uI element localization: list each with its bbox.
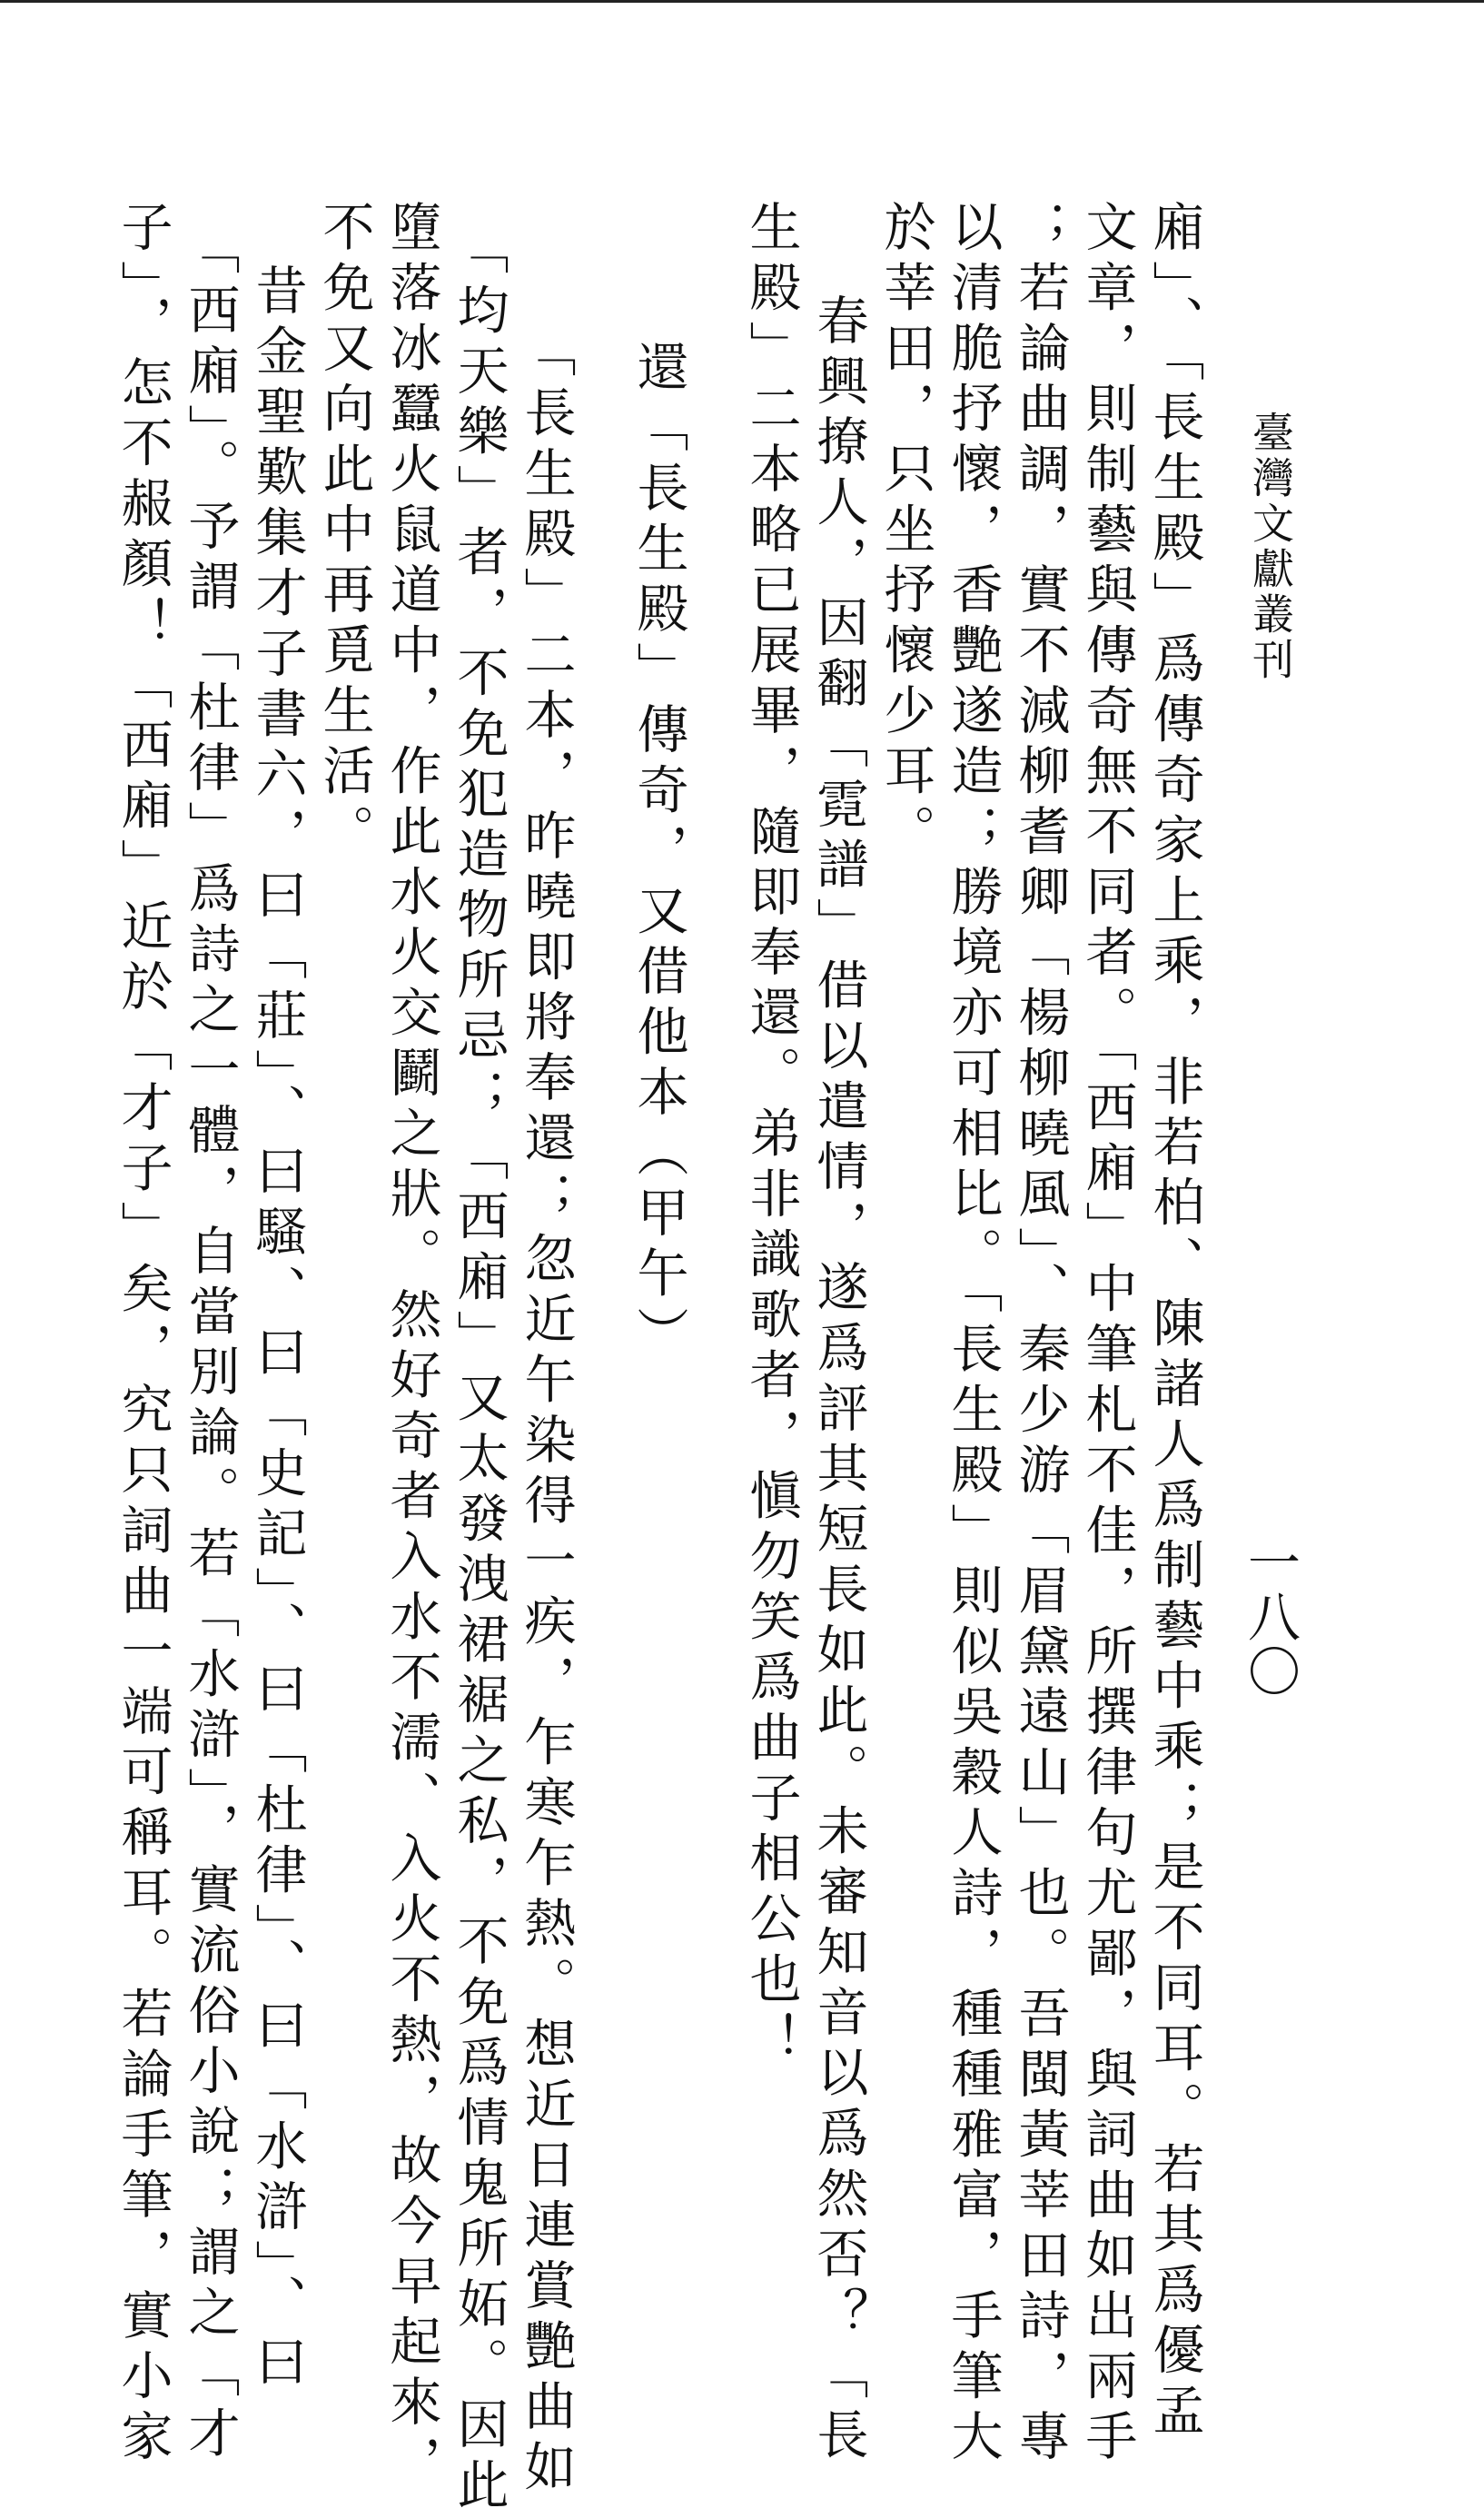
text-column-5: 於莘田，只坐抒懷少耳。 [876,200,935,865]
text-column-10: 墮落冰蠶火鼠道中，作此水火交鬬之狀。然好奇者入水不濡、入火不熱，故今早起來， [381,200,441,2495]
text-column-11: 不免又向此中再覓生活。 [314,200,374,865]
text-column-7: 生殿」二本略已展畢，隨即奉還。弟非識歌者，愼勿笑爲曲子相公也！ [741,200,801,2073]
section-heading: 還「長生殿」傳奇，又借他本（甲午） [628,340,688,1367]
text-column-12: 昔金聖歎集才子書六，曰「莊」、曰騷、曰「史記」、曰「杜律」、曰「水滸」、曰 [247,263,307,2395]
text-column-8: 「長生殿」二本，昨曉即將奉還；忽近午染得一疾，乍寒乍熱。想近日連賞艷曲如 [516,325,576,2500]
text-column-9: 「均天樂」者，不免犯造物所忌；「西廂」又太發洩裙裾之私，不免爲情鬼所妬。因此 [449,223,509,2518]
text-column-14: 子」，怎不赧顏！「西廂」近於「才子」矣，究只詞曲一端可稱耳。若論手筆，實小家 [113,200,173,2470]
text-column-3: ；若論曲調，實不減柳耆卿「楊柳曉風」、秦少游「眉黛遠山」也。吾閩黃莘田詩，專 [1010,200,1070,2470]
running-header-title: 臺灣文獻叢刊 [1246,411,1295,683]
text-column-4: 以清脆抒懷，香艷遂造；勝境亦可相比。「長生殿」則似吳穀人詩，種種雅富，手筆大 [943,200,1003,2470]
text-column-2: 文章，則制藝與傳奇無不同者。「西廂」中筆札不佳，所撰律句尤鄙，與詞曲如出兩手 [1077,200,1137,2470]
page-number: 一八〇 [1239,1535,1301,1699]
text-column-13: 「西廂」。予謂「杜律」爲詩之一體，自當別論。若「水滸」，實流俗小說；謂之「才 [180,223,240,2466]
text-column-1: 廂」、「長生殿」爲傳奇家上乘，非若柏、陳諸人爲制藝中乘；是不同耳。若其爲優孟 [1144,200,1204,2444]
text-column-6: 春興撩人，因翻「霓譜」借以遣情，遂爲評其短長如此。未審知音以爲然否？「長 [808,293,868,2468]
